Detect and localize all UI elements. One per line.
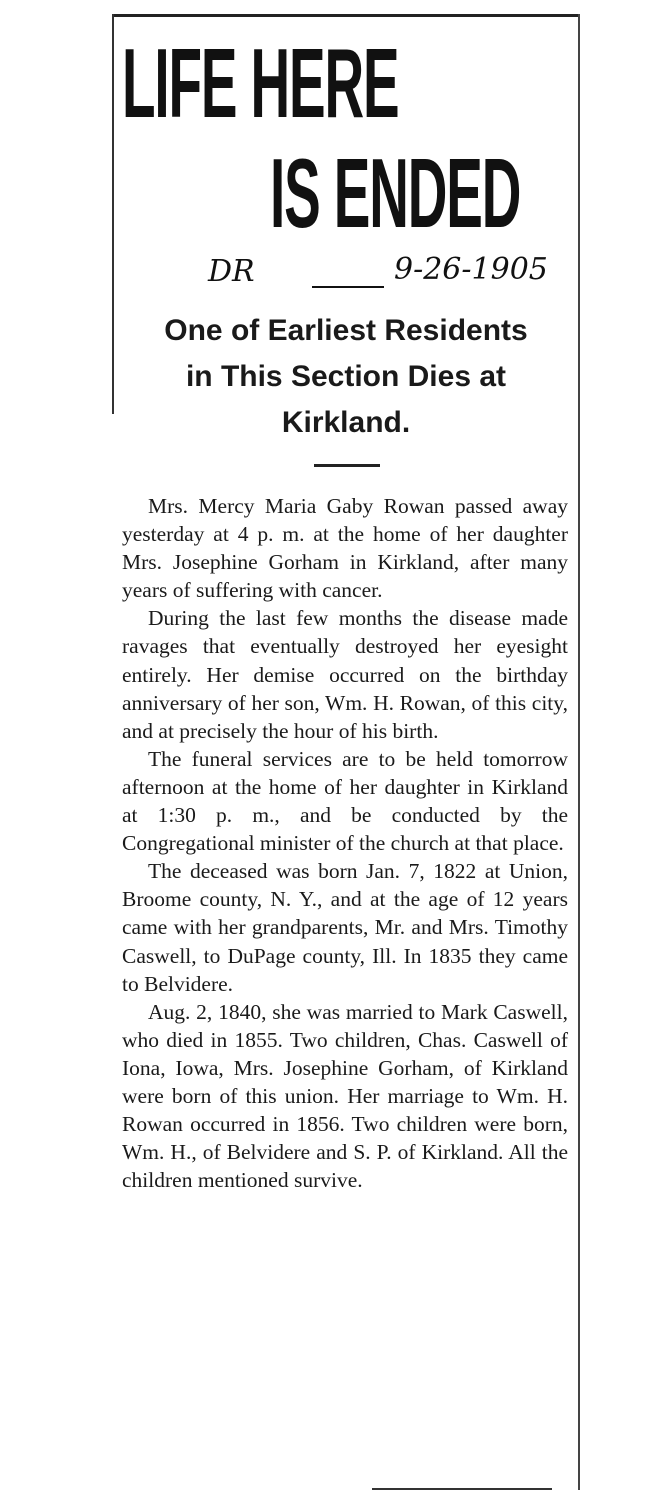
annotation-underline	[312, 286, 384, 288]
paragraph: The deceased was born Jan. 7, 1822 at Union, Broome county, N. Y., and at the age of 12 years came with her grandparents, Mr. and Mrs. Timothy Caswell, to DuPage county, Ill. In 1835 they came to Belvidere.	[122, 859, 568, 996]
handwritten-annotation	[208, 250, 568, 300]
annotation-initials: DR	[208, 254, 255, 289]
right-border	[578, 14, 580, 1490]
top-border	[112, 14, 580, 17]
paragraph: During the last few months the disease made ravages that eventually destroyed her eyesight entirely. Her demise occurred on the birthday anniversary of her son, Wm. H. Rowan, of this city, and at precisely the hour of his birth.	[122, 606, 568, 743]
headline-line-1: LIFE HERE	[122, 28, 399, 138]
subhead-line-2: in This Section Dies at	[185, 360, 507, 393]
paragraph: The funeral services are to be held tomorrow afternoon at the home of her daughter in Kirkland at 1:30 p. m., and be conducted by the Congregational minister of the church at that place.	[122, 746, 568, 856]
article-body	[122, 492, 568, 1194]
subheadline	[112, 308, 580, 446]
subhead-line-3: Kirkland.	[281, 406, 411, 439]
annotation-date: 9-26-1905	[394, 252, 548, 287]
headline-line-2: IS ENDED	[270, 138, 521, 248]
paragraph: Mrs. Mercy Maria Gaby Rowan passed away yesterday at 4 p. m. at the home of her daughter Mrs. Josephine Gorham in Kirkland, after many years of suffering with cancer.	[122, 494, 568, 603]
subhead-line-1: One of Earliest Residents	[164, 314, 528, 347]
newspaper-clipping	[112, 14, 580, 1490]
paragraph: Aug. 2, 1840, she was married to Mark Caswell, who died in 1855. Two children, Chas. Caswell of Iona, Iowa, Mrs. Josephine Gorham, of Kirkland were born of this union. Her marriage to Wm. H. Rowan occurred in 1856. Two children were born, Wm. H., of Belvidere and S. P. of Kirkland. All the children mentioned survive.	[122, 999, 568, 1193]
section-divider	[314, 464, 380, 467]
bottom-border	[372, 1488, 552, 1490]
